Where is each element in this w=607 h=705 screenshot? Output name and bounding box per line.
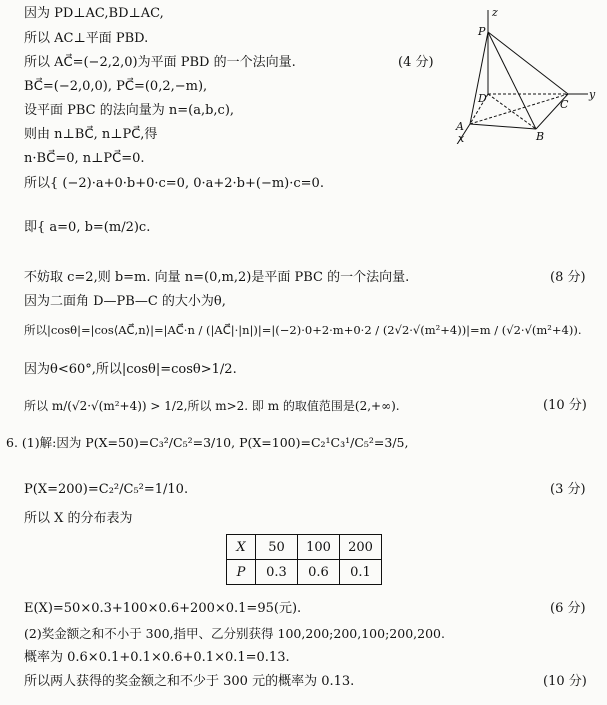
label-p: P bbox=[478, 25, 486, 38]
text-line-8: 所以{ (−2)·a+0·b+0·c=0, 0·a+2·b+(−m)·c=0. bbox=[24, 176, 324, 191]
table-cell: 0.3 bbox=[256, 560, 298, 585]
label-b: B bbox=[536, 130, 545, 143]
label-z: z bbox=[492, 6, 498, 19]
table-cell: 0.6 bbox=[298, 560, 340, 585]
text-line-16: P(X=200)=C₂²/C₅²=1/10. bbox=[24, 482, 189, 497]
score-10b: (10 分) bbox=[543, 674, 587, 689]
table-row bbox=[227, 535, 382, 560]
text-line-7: n·BC⃗=0, n⊥PC⃗=0. bbox=[24, 151, 145, 166]
text-line-11: 因为二面角 D—PB—C 的大小为θ, bbox=[24, 294, 226, 309]
edge-ab bbox=[470, 124, 536, 129]
text-line-6: 则由 n⊥BC⃗, n⊥PC⃗,得 bbox=[24, 127, 158, 142]
text-line-5: 设平面 PBC 的法向量为 n=(a,b,c), bbox=[24, 103, 235, 118]
table-cell: 100 bbox=[298, 535, 340, 560]
table-cell: 0.1 bbox=[340, 560, 382, 585]
table-cell: 50 bbox=[256, 535, 298, 560]
score-4: (4 分) bbox=[398, 55, 434, 70]
distribution-table bbox=[226, 534, 382, 585]
text-line-15: 6. (1)解:因为 P(X=50)=C₃²/C₅²=3/10, P(X=100)=C₂¹C₃¹/C₅²=3/5, bbox=[6, 435, 409, 450]
label-c: C bbox=[560, 98, 569, 111]
pyramid-figure bbox=[448, 4, 598, 144]
label-x: x bbox=[458, 132, 465, 144]
table-cell: P bbox=[227, 560, 256, 585]
text-line-14: 所以 m/(√2·√(m²+4)) > 1/2,所以 m>2. 即 m 的取值范围是(2,+∞). bbox=[24, 399, 400, 413]
table-cell: 200 bbox=[340, 535, 382, 560]
table-row bbox=[227, 560, 382, 585]
text-line-20: 概率为 0.6×0.1+0.1×0.6+0.1×0.1=0.13. bbox=[24, 650, 290, 665]
text-line-9: 即{ a=0, b=(m/2)c. bbox=[24, 220, 151, 235]
score-10a: (10 分) bbox=[543, 398, 587, 413]
label-d: D bbox=[478, 92, 487, 105]
text-line-17: 所以 X 的分布表为 bbox=[24, 511, 133, 526]
text-line-4: BC⃗=(−2,0,0), PC⃗=(0,2,−m), bbox=[24, 79, 208, 94]
text-line-18: E(X)=50×0.3+100×0.6+200×0.1=95(元). bbox=[24, 601, 302, 616]
edge-pc bbox=[488, 32, 568, 94]
text-line-19: (2)奖金额之和不小于 300,指甲、乙分别获得 100,200;200,100;200,200. bbox=[24, 626, 445, 641]
text-line-13: 因为θ<60°,所以|cosθ|=cosθ>1/2. bbox=[24, 362, 237, 377]
text-line-2: 所以 AC⊥平面 PBD. bbox=[24, 31, 149, 46]
text-line-3: 所以 AC⃗=(−2,2,0)为平面 PBD 的一个法向量. bbox=[24, 55, 296, 70]
edge-pa bbox=[470, 32, 488, 124]
label-a: A bbox=[456, 120, 464, 133]
score-3: (3 分) bbox=[550, 482, 586, 497]
text-line-1: 因为 PD⊥AC,BD⊥AC, bbox=[24, 6, 164, 21]
edge-pb bbox=[488, 32, 536, 129]
score-6: (6 分) bbox=[550, 601, 586, 616]
text-line-21: 所以两人获得的奖金额之和不少于 300 元的概率为 0.13. bbox=[24, 674, 355, 689]
edge-db bbox=[488, 94, 536, 129]
label-y: y bbox=[589, 88, 596, 101]
text-line-10: 不妨取 c=2,则 b=m. 向量 n=(0,m,2)是平面 PBC 的一个法向量. bbox=[24, 270, 410, 285]
table-cell: X bbox=[227, 535, 256, 560]
score-8: (8 分) bbox=[550, 270, 586, 285]
text-line-12: 所以|cosθ|=|cos⟨AC⃗,n⟩|=|AC⃗·n / (|AC⃗|·|n|)|=|(−2)·0+2·m+0·2 / (2√2·√(m²+4))|=m / (√2·√(m²+4)). bbox=[24, 323, 582, 337]
